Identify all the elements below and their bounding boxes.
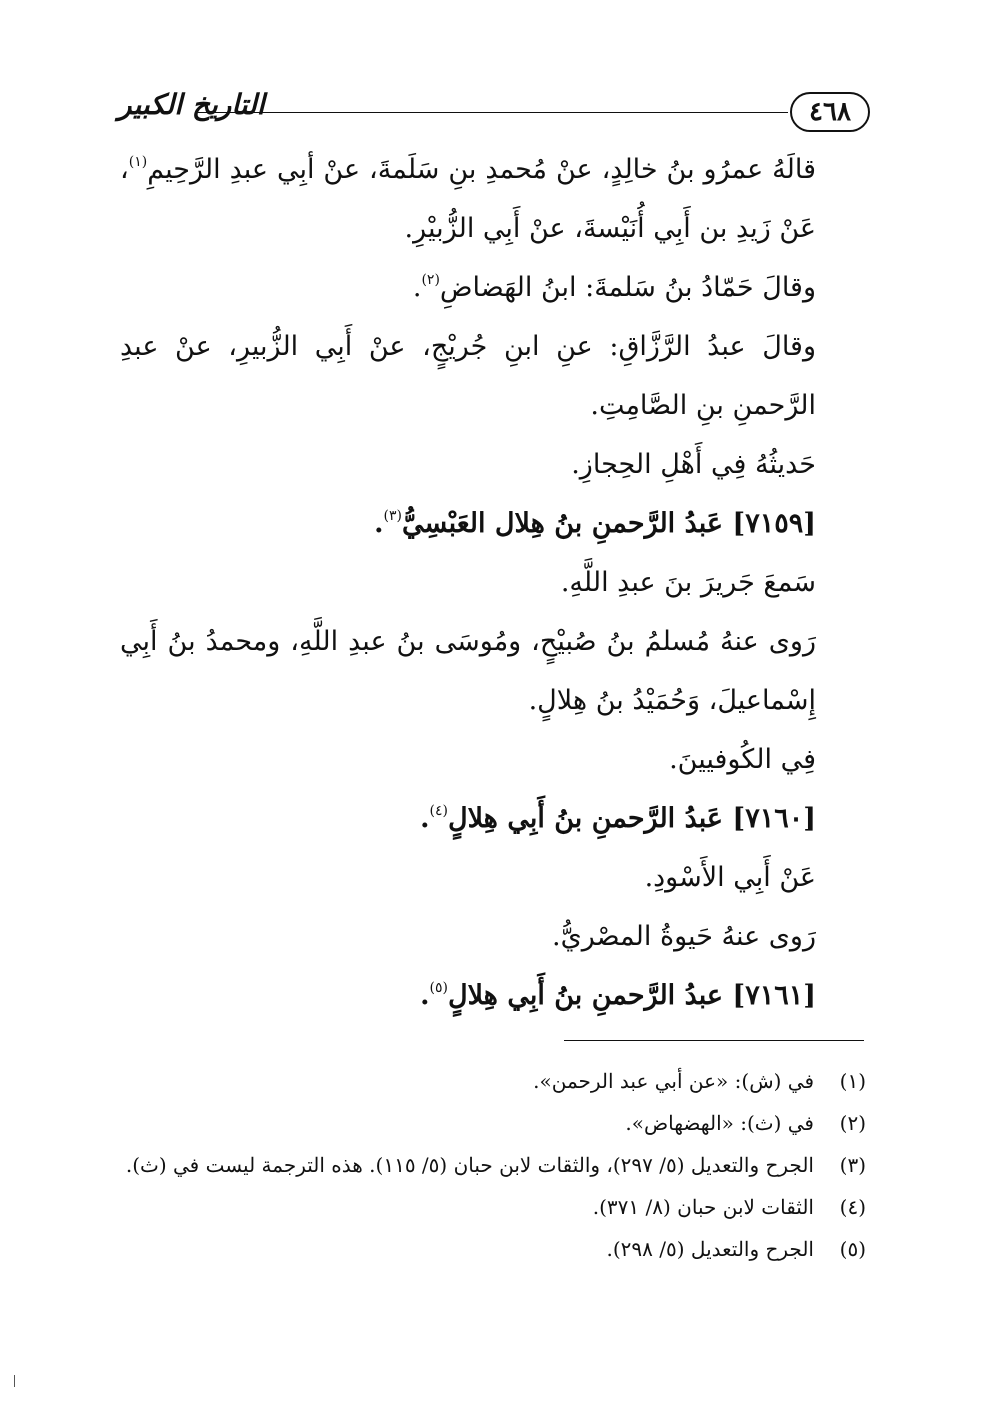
entry-heading — [120, 789, 866, 848]
footnote-text: الثقات لابن حبان (٨/ ٣٧١). — [592, 1195, 814, 1219]
paragraph: فِي الكُوفيينَ. — [669, 744, 816, 775]
book-title: التاريخ الكبير — [118, 88, 265, 121]
text-run: . — [412, 272, 422, 303]
header-rule — [198, 112, 788, 113]
footnote-number: (١) — [839, 1069, 866, 1093]
text-run: . — [420, 980, 430, 1011]
paragraph: عَنْ أَبِي الأَسْودِ. — [644, 862, 816, 893]
footnote-number: (٤) — [839, 1195, 866, 1219]
paragraph: سَمعَ جَريرَ بنَ عبدِ اللَّهِ. — [560, 567, 816, 598]
paragraph: رَوى عنهُ حَيوةُ المصْريُّ. — [552, 921, 816, 952]
page-number: ٤٦٨ — [790, 92, 870, 132]
main-text — [120, 140, 866, 1025]
paragraph: وقالَ عبدُ الرَّزَّاقِ: عنِ ابنِ جُريْجٍ، عنْ أَبِي الزُّبيرِ، عنْ عبدِ الرَّحمنِ بنِ الصَّامِتِ. — [120, 331, 816, 421]
footnotes — [120, 1060, 866, 1270]
footnote — [120, 1144, 866, 1186]
footnote — [120, 1102, 866, 1144]
footnote-ref: (٢) — [421, 272, 440, 288]
footnote-text: الجرح والتعديل (٥/ ٢٩٧)، والثقات لابن حبان (٥/ ١١٥). هذه الترجمة ليست في (ث). — [125, 1153, 814, 1177]
footnote-number: (٣) — [839, 1153, 866, 1177]
entry-heading — [120, 494, 866, 553]
text-run: . — [420, 803, 430, 834]
footnote-ref: (٣) — [383, 508, 402, 524]
text-run: . — [374, 508, 384, 539]
footnote-ref: (١) — [128, 154, 148, 170]
footnote-number: (٥) — [839, 1237, 866, 1261]
footnote-text: في (ث): «الهضهاض». — [625, 1111, 814, 1135]
footnote-text: في (ش): «عن أبي عبد الرحمن». — [533, 1069, 814, 1093]
footnote — [120, 1228, 866, 1270]
text-run: قالَهُ عمرُو بنُ خالِدٍ، عنْ مُحمدِ بنِ سَلَمةَ، عنْ أبِي عبدِ الرَّحِيمِ — [147, 154, 816, 185]
footnote-number: (٢) — [839, 1111, 866, 1135]
paragraph: رَوى عنهُ مُسلمُ بنُ صُبيْحٍ، ومُوسَى بنُ عبدِ اللَّهِ، ومحمدُ بنُ أَبِي إِسْماعيلَ، وَحُمَيْدُ بنُ هِلالٍ. — [120, 626, 816, 716]
footnote-ref: (٥) — [429, 980, 448, 996]
footnote-separator — [564, 1040, 864, 1041]
footnote — [120, 1186, 866, 1228]
text-run: وقالَ حَمّادُ بنُ سَلمةَ: ابنُ الهَضاضِ — [439, 272, 816, 303]
entry-heading — [120, 966, 866, 1025]
entry-title: [٧١٦١] عبدُ الرَّحمنِ بنُ أَبِي هِلالٍ — [447, 980, 816, 1011]
footnote-text: الجرح والتعديل (٥/ ٢٩٨). — [606, 1237, 814, 1261]
page-header — [118, 88, 870, 142]
paragraph — [120, 140, 866, 258]
text-run: ، عَنْ زَيدِ بن أَبِي أُنَيْسةَ، عنْ أَبِي الزُّبيْرِ. — [120, 154, 816, 244]
paragraph — [120, 258, 866, 317]
footnote — [120, 1060, 866, 1102]
footnote-ref: (٤) — [429, 803, 448, 819]
paragraph: حَديثُهُ فِي أَهْلِ الحِجازِ. — [571, 449, 816, 480]
margin-mark — [14, 1375, 15, 1387]
entry-title: [٧١٦٠] عَبدُ الرَّحمنِ بنُ أَبِي هِلالٍ — [447, 803, 816, 834]
entry-title: [٧١٥٩] عَبدُ الرَّحمنِ بنُ هِلال العَبْسِيُّ — [401, 508, 816, 539]
